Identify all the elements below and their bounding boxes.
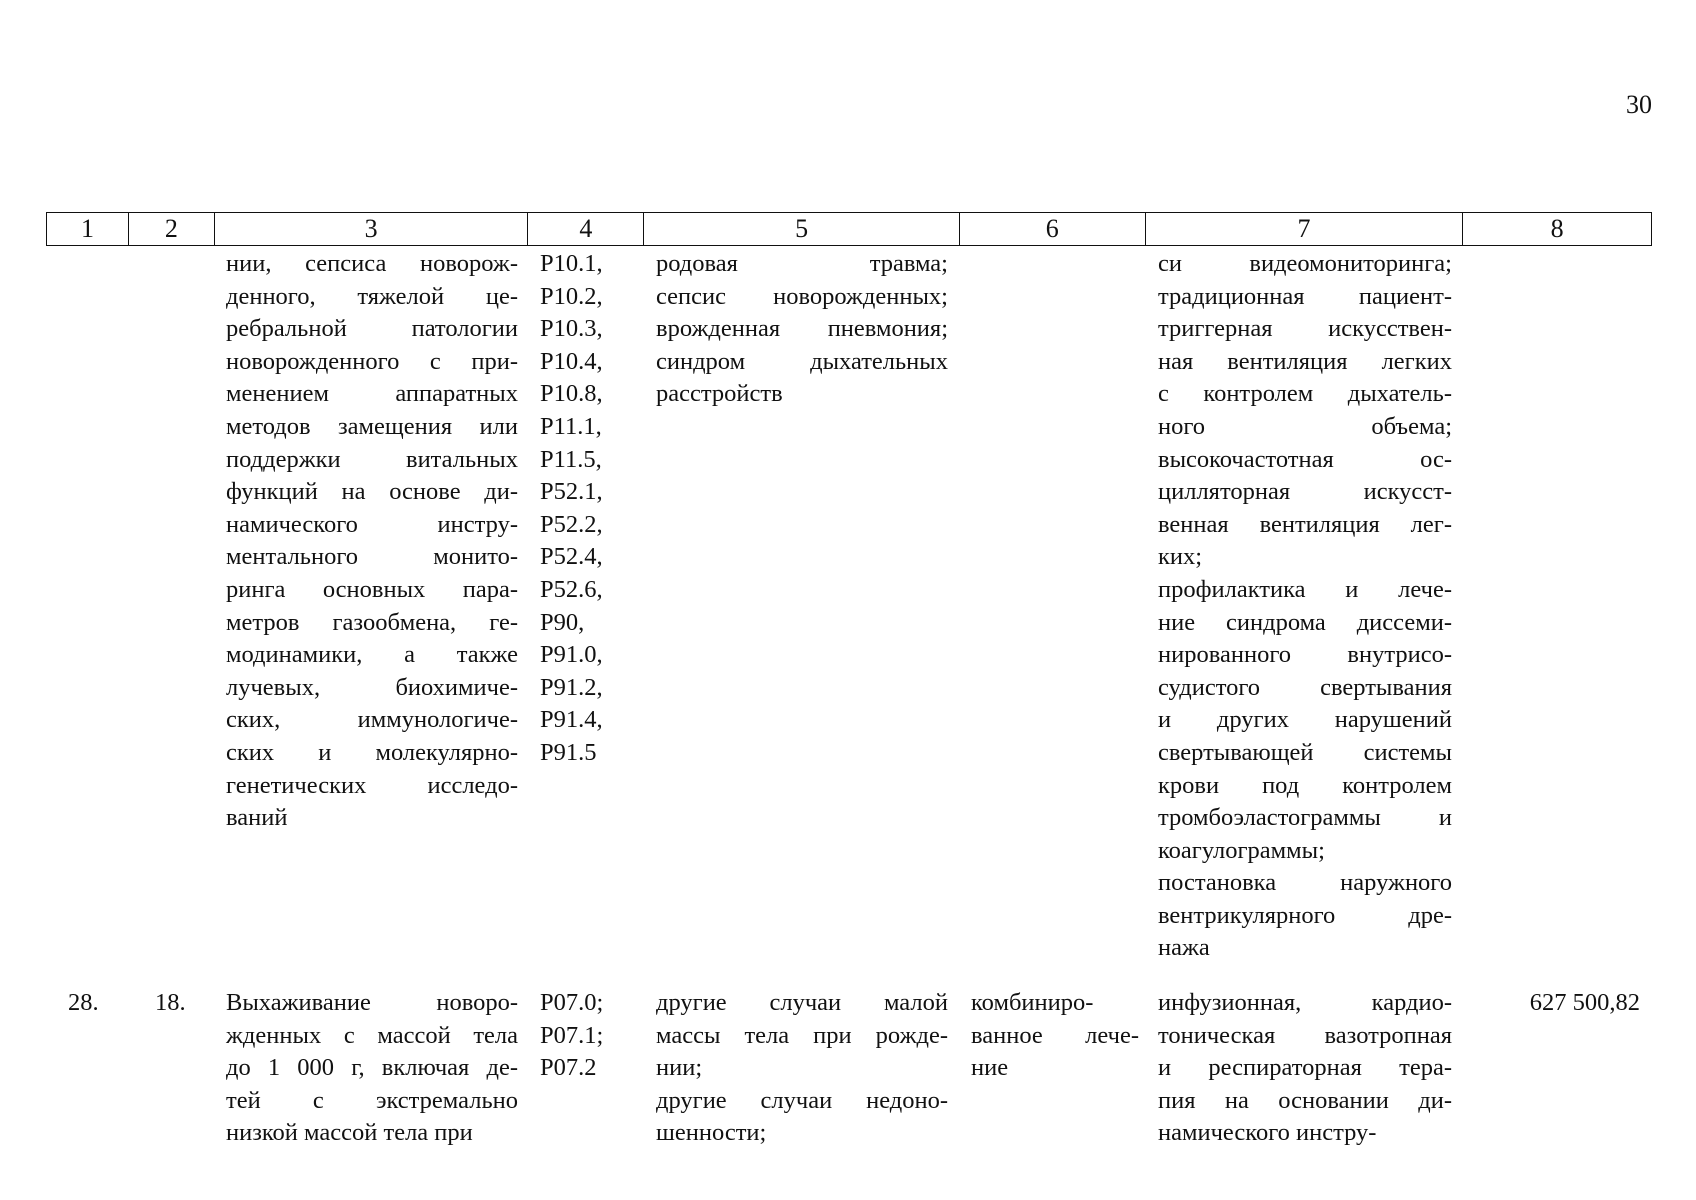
text-line: коагулограммы; — [1158, 836, 1325, 864]
text-line: тей с экстремально — [226, 1086, 518, 1114]
text-line: тоническая вазотропная — [1158, 1021, 1452, 1049]
header-col-8: 8 — [1550, 214, 1564, 243]
text-line: P91.2, — [540, 673, 603, 701]
text-line: ванное лече- — [971, 1021, 1139, 1049]
text-line: P11.1, — [540, 412, 602, 440]
text-line: триггерная искусствен- — [1158, 315, 1452, 343]
row-28-treatment-methods — [1158, 987, 1452, 1150]
text-line: и респираторная тера- — [1158, 1054, 1452, 1082]
text-line: другие случаи малой — [656, 989, 948, 1016]
text-line: массы тела при рожде- — [656, 1021, 948, 1049]
text-line: ние синдрома диссеми- — [1158, 608, 1452, 636]
row-28-cost: 627 500,82 — [1529, 989, 1640, 1016]
text-line: комбиниро- — [971, 989, 1094, 1016]
text-line: P07.2 — [540, 1054, 597, 1082]
text-line: P52.6, — [540, 575, 603, 603]
text-line: судистого свертывания — [1158, 673, 1452, 701]
text-line: инфузионная, кардио- — [1158, 989, 1452, 1016]
header-col-2: 2 — [129, 213, 215, 245]
text-line: денного, тяжелой це- — [226, 282, 518, 310]
header-col-1: 1 — [47, 213, 129, 245]
text-line: генетических исследо- — [226, 771, 518, 799]
text-line: функций на основе ди- — [226, 478, 518, 506]
text-line: P91.0, — [540, 641, 603, 669]
text-line: синдром дыхательных — [656, 347, 948, 375]
text-line: с контролем дыхатель- — [1158, 380, 1452, 408]
row-28-number: 28. — [68, 989, 99, 1016]
text-line: нажа — [1158, 934, 1210, 962]
text-line: ких; — [1158, 543, 1203, 571]
text-line: P91.4, — [540, 706, 603, 734]
text-line: P91.5 — [540, 738, 597, 766]
row-28-icd-codes — [540, 987, 640, 1085]
text-line: ринга основных пара- — [226, 575, 518, 603]
text-line: си видеомониторинга; — [1158, 250, 1452, 277]
text-line: P10.4, — [540, 347, 603, 375]
text-line: пия на основании ди- — [1158, 1086, 1452, 1114]
text-line: ских, иммунологиче- — [226, 706, 518, 734]
text-line: P07.1; — [540, 1021, 604, 1049]
text-line: вентрикулярного дре- — [1158, 901, 1452, 929]
header-col-3: 3 — [215, 213, 529, 245]
header-col-5: 5 — [644, 213, 960, 245]
text-line: методов замещения или — [226, 412, 518, 440]
text-line: лучевых, биохимиче- — [226, 673, 518, 701]
cont-icd-codes — [540, 248, 640, 770]
table-header-row — [46, 212, 1652, 246]
text-line: P07.0; — [540, 989, 604, 1016]
header-col-4: 4 — [528, 213, 644, 245]
text-line: до 1 000 г, включая де- — [226, 1054, 518, 1082]
text-line: сепсис новорожденных; — [656, 282, 948, 310]
text-line: ная вентиляция легких — [1158, 347, 1452, 375]
text-line: поддержки витальных — [226, 445, 518, 473]
text-line: тромбоэластограммы и — [1158, 804, 1452, 832]
header-col-6: 6 — [960, 213, 1146, 245]
text-line: нии; — [656, 1054, 703, 1082]
text-line: ментального монито- — [226, 543, 518, 571]
page-number: 30 — [1626, 90, 1652, 119]
text-line: традиционная пациент- — [1158, 282, 1452, 310]
text-line: венная вентиляция лег- — [1158, 510, 1452, 538]
cont-treatment-methods — [1158, 248, 1452, 965]
text-line: высокочастотная ос- — [1158, 445, 1452, 473]
text-line: цилляторная искусст- — [1158, 478, 1452, 506]
text-line: другие случаи недоно- — [656, 1086, 948, 1114]
text-line: профилактика и лече- — [1158, 575, 1452, 603]
text-line: свертывающей системы — [1158, 738, 1452, 766]
cont-diagnoses — [656, 248, 948, 411]
text-line: Выхаживание новоро- — [226, 989, 518, 1016]
row-28-diagnoses — [656, 987, 948, 1150]
row-28-group-number: 18. — [155, 989, 186, 1016]
text-line: метров газообмена, ге- — [226, 608, 518, 636]
row-28-service-description — [226, 987, 518, 1150]
text-line: ние — [971, 1054, 1009, 1082]
text-line: новорожденного с при- — [226, 347, 518, 375]
text-line: намического инстру- — [226, 510, 518, 538]
header-col-7: 7 — [1146, 213, 1464, 245]
text-line: шенности; — [656, 1119, 767, 1147]
text-line: низкой массой тела при — [226, 1119, 473, 1147]
row-28-treatment-type — [971, 987, 1139, 1085]
text-line: P10.3, — [540, 315, 603, 343]
text-line: ного объема; — [1158, 412, 1452, 440]
text-line: P10.8, — [540, 380, 603, 408]
text-line: ребральной патологии — [226, 315, 518, 343]
text-line: P10.2, — [540, 282, 603, 310]
text-line: P52.4, — [540, 543, 603, 571]
text-line: жденных с массой тела — [226, 1021, 518, 1049]
text-line: и других нарушений — [1158, 706, 1452, 734]
text-line: ских и молекулярно- — [226, 738, 518, 766]
text-line: намического инстру- — [1158, 1119, 1377, 1147]
text-line: P10.1, — [540, 250, 603, 277]
text-line: врожденная пневмония; — [656, 315, 948, 343]
text-line: постановка наружного — [1158, 869, 1452, 897]
text-line: ваний — [226, 804, 288, 832]
text-line: P52.1, — [540, 478, 603, 506]
text-line: расстройств — [656, 380, 783, 408]
cont-service-description — [226, 248, 518, 835]
text-line: крови под контролем — [1158, 771, 1452, 799]
text-line: P11.5, — [540, 445, 602, 473]
text-line: P90, — [540, 608, 585, 636]
text-line: модинамики, а также — [226, 641, 518, 669]
text-line: нии, сепсиса новорож- — [226, 250, 518, 277]
text-line: родовая травма; — [656, 250, 948, 277]
text-line: нированного внутрисо- — [1158, 641, 1452, 669]
text-line: P52.2, — [540, 510, 603, 538]
text-line: менением аппаратных — [226, 380, 518, 408]
